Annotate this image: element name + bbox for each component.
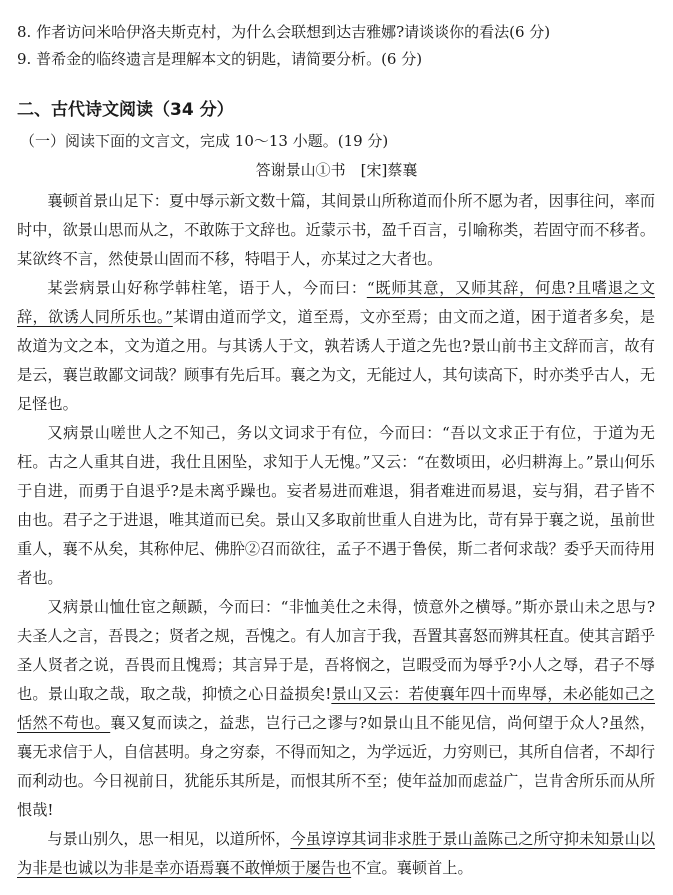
- paragraph-4-rest: 襄又复而读之，益悲，岂行己之谬与?如景山且不能见信，尚何望于众人?虽然，襄无求信于人，自信甚明。身之穷泰，不得而知之，为学远近，力穷则已，其所自信者，不却行而利动也。今日视前日，犹能乐其所是，而恨其所不至；使年益加而虑益广，岂肯舍所乐而从所恨哉!: [17, 714, 656, 819]
- paragraph-2-lead: 某尝病景山好称学韩柱笔，语于人，今而曰：: [47, 279, 367, 297]
- underlined-sentence-1: “既师其意，又师其辞，何患?且嗜退之文辞，欲诱人同所乐也。”: [17, 279, 655, 326]
- paragraph-5-lead: 与景山别久，思一相见，以道所怀，: [47, 830, 291, 848]
- question-9: 9. 普希金的临终遗言是理解本文的钥匙，请简要分析。(6 分): [17, 50, 423, 68]
- underlined-sentence-3: 今虽谆谆其词非求胜于景山盖陈己之所守抑未知景山以为非是也诚以为非是幸亦语焉襄不敢惮烦于屡告也: [17, 830, 656, 877]
- article-body: [17, 187, 655, 883]
- underlined-sentence-2: 景山又云：若使襄年四十而卑辱，未必能如己之恬然不苟也。: [17, 685, 655, 732]
- section-subtitle: （一）阅读下面的文言文，完成 10～13 小题。(19 分): [20, 132, 389, 150]
- paragraph-3: 又病景山嗟世人之不知己，务以文词求于有位，今而曰：“吾以文求正于有位，于道为无枉。古之人重其自进，我仕且困坠，求知于人无愧。”又云：“在数顷田，必归耕海上。”景山何乐于自进，而勇于自退乎?是未离乎躁也。妄者易进而难退，狷者难进而易退，妄与狷，君子皆不由也。君子之于进退，唯其道而已矣。景山又多取前世重人自进为比，苛有异于襄之说，虽前世重人，襄不从矣，其称仲尼、佛肸②召而欲往，孟子不遇于鲁侯，斯二者何求哉？委乎天而待用者也。: [17, 424, 655, 587]
- question-8: 8. 作者访问米哈伊洛夫斯克村，为什么会联想到达吉雅娜?请谈谈你的看法(6 分): [17, 23, 551, 41]
- paragraph-5: [17, 825, 655, 883]
- paragraph-2-rest: 某谓由道而学文，道至焉，文亦至焉；由文而之道，困于道者多矣，是故道为文之本，文为道之用。与其诱人于文，孰若诱人于道之先也?景山前书主文辞而言，故有是云，襄岂敢鄙文词哉？顾事有先后耳。襄之为文，无能过人，其句读高下，时亦类乎古人，无足怪也。: [17, 308, 655, 413]
- article-title: 答谢景山①书 [宋]蔡襄: [255, 161, 418, 179]
- section-title: 二、古代诗文阅读（34 分）: [17, 100, 234, 120]
- paragraph-4: [17, 593, 655, 825]
- paragraph-5-rest: 不宣。襄顿首上。: [351, 859, 473, 877]
- paragraph-4-lead: 又病景山恤仕宦之颠踬，今而曰：“非恤美仕之未得，愤意外之横辱。”斯亦景山未之思与?夫圣人之言，吾畏之；贤者之规，吾愧之。有人加言于我，吾置其喜怒而辨其枉直。使其言蹈乎圣人贤者之说，吾畏而且愧焉；其言异于是，吾将悯之，岂暇受而为辱乎?小人之辱，君子不辱也。景山取之哉，取之哉，抑愤之心日益损矣!: [17, 598, 655, 703]
- paragraph-2: [17, 274, 655, 419]
- paragraph-1: 襄顿首景山足下：夏中辱示新文数十篇，其间景山所称道而仆所不愿为者，因事往问，率而时中，欲景山思而从之，不敢陈于文辞也。近蒙示书，盈千百言，引喻称类，若固守而不移者。某欲终不言，然使景山固而不移，特唱于人，亦某过之大者也。: [17, 192, 655, 268]
